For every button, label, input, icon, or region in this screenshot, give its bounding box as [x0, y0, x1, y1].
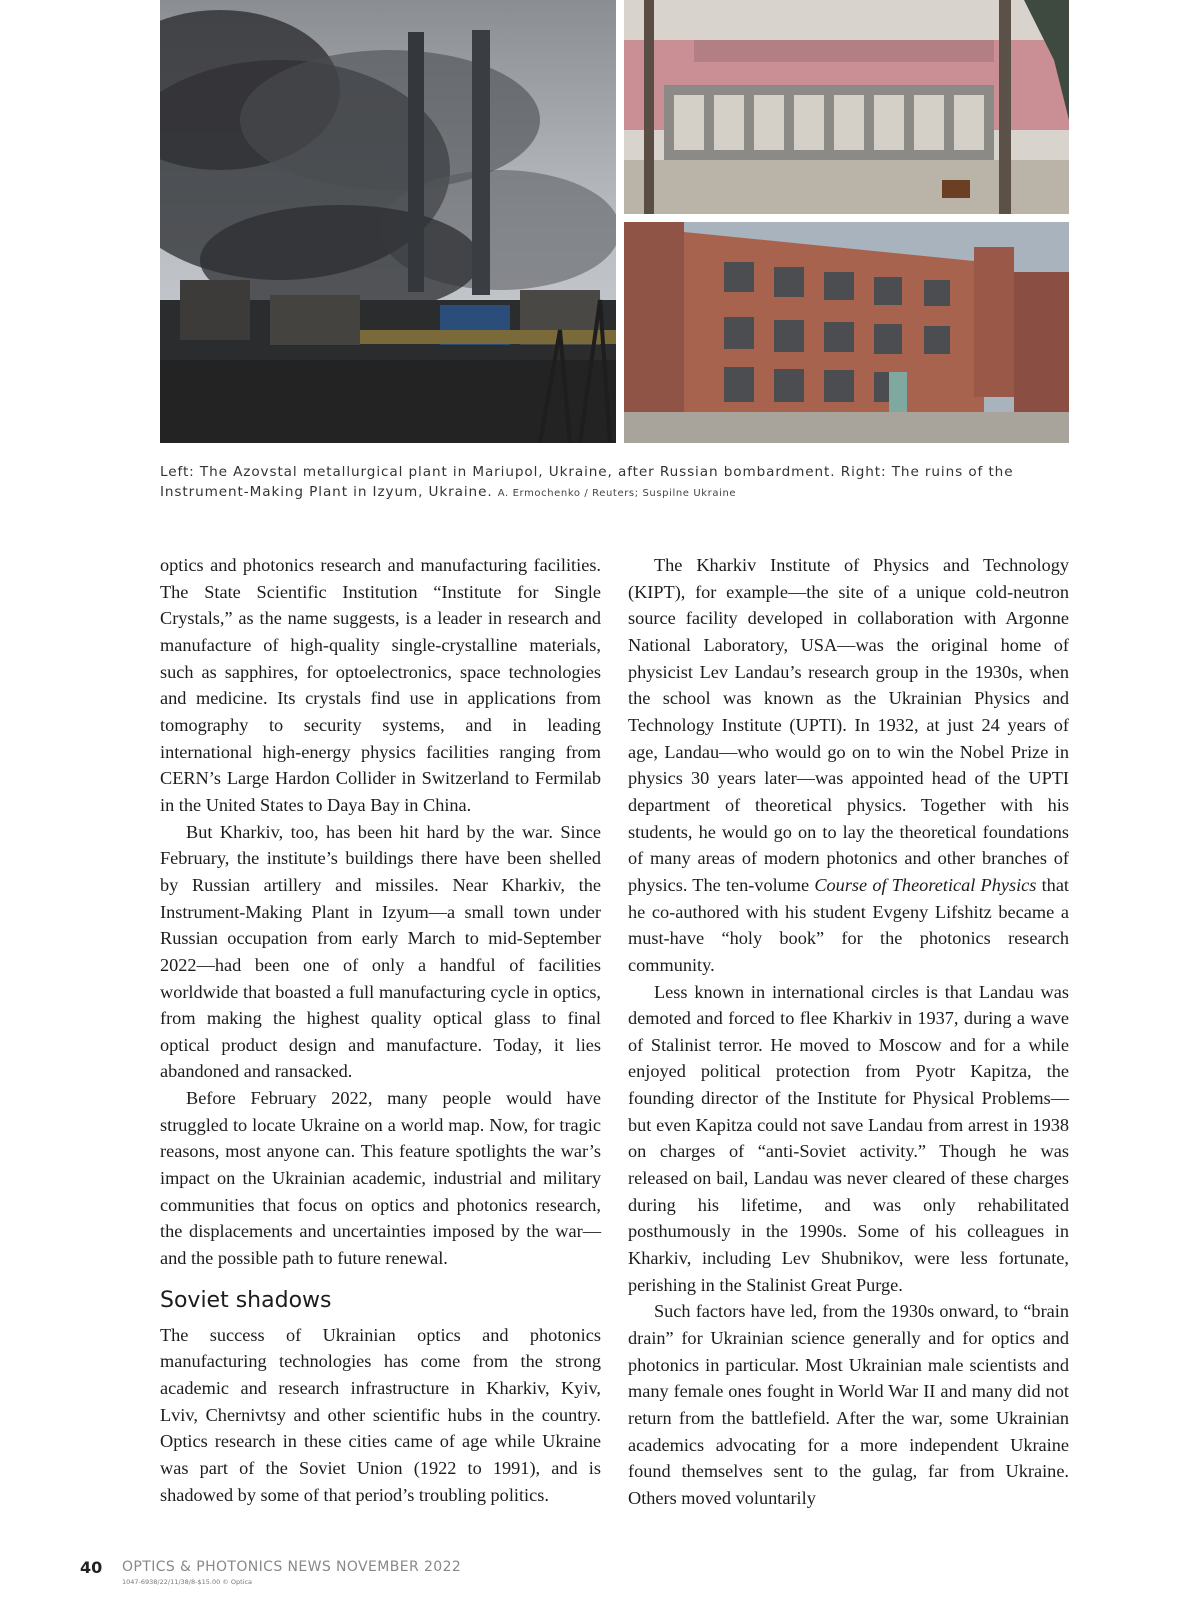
photo-credit: A. Ermochenko / Reuters; Suspilne Ukraine	[497, 488, 737, 499]
section-heading: Soviet shadows	[160, 1287, 332, 1313]
book-title: Course of Theoretical Physics	[814, 874, 1037, 895]
paragraph: Before February 2022, many people would have struggled to locate Ukraine on a world map. Now, for tragic reasons, most anyone can. This feature spotlights the war’s impact on the Ukrainian academic, industrial and military communities that focus on optics and photonics research, the displacements and uncertainties imposed by the war—and the possible path to future renewal.	[160, 1088, 601, 1269]
paragraph-text: The Kharkiv Institute of Physics and Technology (KIPT), for example—the site of a unique cold-neutron source facility developed in collaboration with Argonne National Laboratory, USA—was the original home of physicist Lev Landau’s research group in the 1930s, when the school was known as the Ukrainian Physics and Technology Institute (UPTI). In 1932, at just 24 years of age, Landau—who would go on to win the Nobel Prize in physics 30 years later—was appointed head of the UPTI department of theoretical physics. Together with his students, he would go on to lay the theoretical foundations of many areas of modern photonics and other branches of physics. The ten-volume	[628, 555, 1069, 895]
paragraph: Less known in international circles is that Landau was demoted and forced to flee Kharkiv in 1937, during a wave of Stalinist terror. He moved to Moscow and for a while enjoyed political protection from Pyotr Kapitza, the founding director of the Institute for Physical Problems—but even Kapitza could not save Landau from arrest in 1938 on charges of “anti-Soviet activity.” Though he was released on bail, Landau was never cleared of these charges during his lifetime, and was only rehabilitated posthumously in the 1990s. Some of his colleagues in Kharkiv, including Lev Shubnikov, were less fortunate, perishing in the Stalinist Great Purge.	[628, 981, 1069, 1295]
paragraph-text: that he co-authored with his student Evgeny Lifshitz became a must-have “holy book” for the photonics research community.	[628, 874, 1070, 975]
right-column	[628, 552, 1069, 1512]
paragraph: But Kharkiv, too, has been hit hard by the war. Since February, the institute’s buildings there have been shelled by Russian artillery and missiles. Near Kharkiv, the Instrument-Making Plant in Izyum—a small town under Russian occupation from early March to mid-September 2022—had been one of only a handful of facilities worldwide that boasted a full manufacturing cycle in optics, from making the highest quality optical glass to final optical product design and manufacture. Today, it lies abandoned and ransacked.	[160, 821, 601, 1082]
paragraph: optics and photonics research and manufacturing facilities. The State Scientific Institution “Institute for Single Crystals,” as the name suggests, is a leader in research and manufacture of high-quality single-crystalline materials, such as sapphires, for optoelectronics, space technologies and medicine. Its crystals find use in applications from tomography to security systems, and in leading international high-energy physics facilities ranging from CERN’s Large Hardon Collider in Switzerland to Fermilab in the United States to Daya Bay in China.	[160, 555, 601, 815]
paragraph: Such factors have led, from the 1930s onward, to “brain drain” for Ukrainian science generally and for optics and photonics in particular. Most Ukrainian male scientists and many female ones fought in World War II and many did not return from the battlefield. After the war, some Ukrainian academics advocating for a more independent Ukraine found themselves sent to the gulag, far from Ukraine. Others moved voluntarily	[628, 1301, 1069, 1508]
left-column	[160, 552, 601, 1508]
paragraph	[628, 552, 1069, 979]
page-number: 40	[80, 1558, 103, 1577]
photo-caption	[160, 462, 1060, 504]
magazine-name: OPTICS & PHOTONICS NEWS NOVEMBER 2022	[122, 1559, 462, 1575]
paragraph: The success of Ukrainian optics and photonics manufacturing technologies has come from the strong academic and research infrastructure in Kharkiv, Kyiv, Lviv, Chernivtsy and other scientific hubs in the country. Optics research in these cities came of age while Ukraine was part of the Soviet Union (1922 to 1991), and is shadowed by some of that period’s troubling politics.	[160, 1324, 601, 1505]
pink-building-photo	[624, 0, 1069, 214]
issn-line: 1047-6938/22/11/38/8-$15.00 © Optica	[122, 1578, 253, 1586]
azovstal-photo	[160, 0, 616, 443]
caption-text: Left: The Azovstal metallurgical plant in Mariupol, Ukraine, after Russian bombardment. Right: The ruins of the Instrument-Making Plant in Izyum, Ukraine.	[160, 464, 1014, 500]
ruined-building-photo	[624, 222, 1069, 443]
